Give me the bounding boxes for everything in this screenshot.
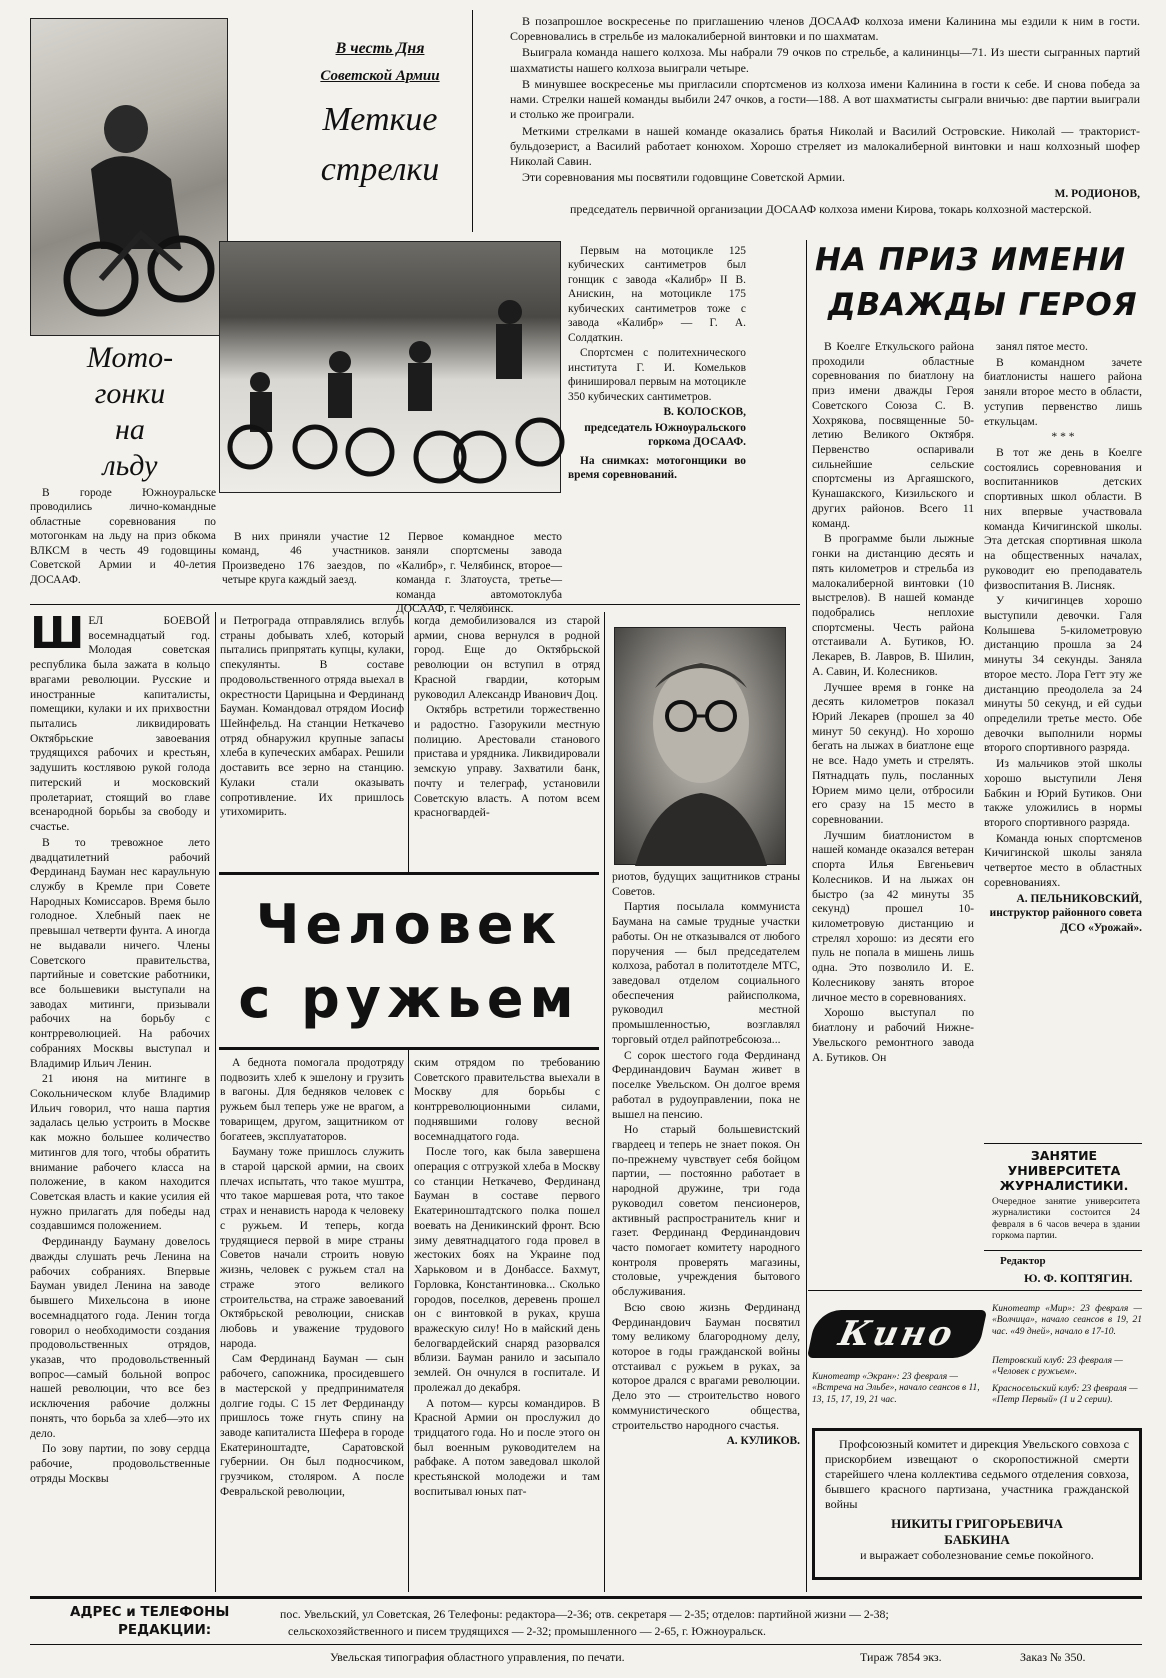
moto-title-2: гонки: [94, 377, 166, 410]
portrait-illustration: [615, 628, 787, 866]
paragraph: Но старый большевистский гвардеец и теперь не знает покоя. Он по-прежнему чувствует себя бойцом партии, — постоянно работает в народной дружине, три года руководил советом пенсионеров, активный распространитель книг и газет. Фердинанд Фердинандович часто помогает комитету народного контроля проверять магазины, столовые, учреждения бытового обслуживания.: [612, 1123, 800, 1299]
obituary-name-2: БАБКИНА: [944, 1532, 1010, 1547]
main-col-4: [612, 870, 800, 1592]
drop-cap: Ш: [30, 608, 85, 659]
paragraph: Партия посылала коммуниста Баумана на самые трудные участки работы. Он не отказывался от любого поручения — был председателем колхоза, работал в политотделе МТС, заведовал отделом социального обеспечения райисполкома, руководил местной промышленностью, возглавлял торговый отдел райпотребсоюза...: [612, 900, 800, 1046]
top-story-title-1: Меткие: [322, 101, 438, 138]
moto-title-4: льду: [102, 449, 158, 482]
main-col-2-top: [220, 614, 404, 864]
main-col-2-bottom: [220, 1056, 404, 1590]
main-col-3-top: [414, 614, 600, 864]
separator-stars: * * *: [1051, 430, 1075, 444]
biathlon-title-2: ДВАЖДЫ ГЕРОЯ: [828, 287, 1138, 323]
cinema-ekran: Кинотеатр «Экран»: 23 февраля — «Встреча на Эльбе», начало сеансов в 11, 13, 15, 17, 19, 21 час.: [812, 1372, 980, 1405]
top-story-title-2: стрелки: [320, 151, 440, 188]
motorcyclist-photo: [30, 18, 228, 336]
paragraph: 21 июня на митинге в Сокольническом клубе Владимир Ильич говорил, что наша партия задалась целью устроить в Москве как можно большее количество митингов для того, чтобы обратить внимание рабочего класса на положение, в каком находится Советская власть и какие усилия ей нужно прилагать для победы над создавшимся положением.: [30, 1072, 210, 1233]
top-story-kicker-1: В честь Дня: [335, 40, 425, 57]
paragraph: С сорок шестого года Фердинанд Фердинандович Бауман живет в поселке Увельском. Он долгое время работал в рудоуправлении, пока не вышел на пенсию.: [612, 1048, 800, 1121]
paragraph: ским отрядом по требованию Советского правительства выехали в Москву для борьбы с контрреволюционными силами, поднявшими голову весной восемнадцатого года.: [414, 1056, 600, 1143]
photo-caption: На снимках: мотогонщики во время соревнований.: [568, 454, 746, 482]
main-col-divider-1: [215, 612, 216, 1592]
obituary-box: [812, 1428, 1142, 1580]
footer-label-2: РЕДАКЦИИ:: [118, 1622, 212, 1638]
paragraph: Фердинанду Бауману довелось дважды слушать речь Ленина на рабочих собраниях. Впервые Бауман увидел Ленина на заводе бывшего Михельсона в июне восемнадцатого года. Ленин тогда говорил о необходимости создания продовольственных отрядов, указав, что продовольственный вопрос—самый больной вопрос нашей революции, что все без исключения рабочие должны понять, что борьба за хлеб—это их дело.: [30, 1235, 210, 1440]
main-col-3-bottom: [414, 1056, 600, 1590]
paragraph: В позапрошлое воскресенье по приглашению членов ДОСААФ колхоза имени Калинина мы ездили к ним в гости. Соревновались в стрельбе из малокалиберной винтовки и по шахматам.: [510, 14, 1140, 44]
paragraph: Хорошо выступал по биатлону и рабочий Нижне-Увельского ремонтного завода А. Бутиков. Он: [812, 1006, 974, 1064]
paragraph: Меткими стрелками в нашей команде оказались братья Николай и Василий Островские. Николай — тракторист-бульдозерист, а Василий работает конюхом. Хорошо стреляет из малокалиберной винтовки и наш колхозный шофер Николай Савин.: [510, 123, 1140, 169]
paragraph: В них приняли участие 12 команд, 46 участников. Произведено 176 заездов, по четыре круга каждый заезд.: [222, 531, 390, 587]
main-col-divider-2: [408, 612, 409, 1592]
top-story-kicker-2: Советской Армии: [320, 68, 440, 84]
main-col-divider-3: [604, 612, 605, 1592]
cinema-logo: [807, 1310, 987, 1358]
main-title-1: Человек: [255, 893, 563, 956]
paragraph: Первое командное место заняли спортсмены завода «Калибр», г. Челябинск, второе—команда г. Златоуста, третье— команда автомотоклуба ДОСААФ, г. Челябинск.: [396, 531, 562, 616]
obituary-closing: и выражает соболезнование семье покойного.: [860, 1548, 1094, 1562]
main-col-1: [30, 608, 210, 1590]
section-divider: [30, 604, 800, 605]
signature-role: председатель первичной организации ДОСААФ колхоза имени Кирова, токарь колхозной мастерской.: [570, 202, 1092, 217]
moto-title-1: Мото-: [86, 341, 174, 374]
footer-bottom-rule: [30, 1644, 1142, 1645]
race-start-photo: [219, 241, 561, 493]
paragraph: В то тревожное лето двадцатилетний рабочий Фердинанд Бауман нес караульную службу в Кремле при Совете Народных Комиссаров. Время было голодное. Хлебный паек не превышал четверти фунта. А иногда не выдавали ничего. Члены Советского правительства, партийные и советские работники, все большевики выступали на заводах митинги, призывали рабочих на борьбу с контрреволюцией. На рабочих собраниях Москвы выступал и Владимир Ильич Ленин.: [30, 835, 210, 1070]
paragraph: Эти соревнования мы посвятили годовщине Советской Армии.: [522, 170, 845, 185]
paragraph: ЕЛ БОЕВОЙ восемнадцатый год. Молодая советская республика была зажата в кольцо врагами революции. Русские и иностранные капиталисты, помещики, кулаки и их прихвостни пытались ликвидировать Октябрьские завоевания трудящихся рабочих и крестьян, задушить костлявою рукой голода питерский и московский пролетариат, стоящий во главе всенародной борьбы за свободу и счастье.: [30, 614, 210, 834]
main-title-box: [219, 872, 599, 1050]
footer-top-rule: [30, 1596, 1142, 1599]
paragraph: Первым на мотоцикле 125 кубических сантиметров был гонщик с завода «Калибр» II В. Анискин, на мотоцикле 175 кубических сантиметров тоже с завода «Калибр» — Г. А. Солдаткин.: [568, 245, 746, 344]
racers-illustration: [220, 242, 562, 494]
paragraph: После того, как была завершена операция с отгрузкой хлеба в Москву со станции Неткачево, Фердинанд Бауман в составе первого Екатериноштадтского полка пошел воевать на Деникинский фронт. Всю зиму девятнадцатого года провел в жестоких боях на Украине под Харьковом и в Донбассе. Бахмут, Горловка, Константиновка... Сколько городов, поселков, деревень прошел он с винтовкой в руках, круша вражескую силу! Но в майский день белогвардейский снаряд разорвался вблизи. Бауман ранило и засыпало землей. Он очнулся в госпитале. И пролежал до декабря.: [414, 1145, 600, 1394]
paragraph: А потом— курсы командиров. В Красной Армии он прослужил до тридцатого года. Но и после этого он был военным руководителем на рабфаке. А потом заведовал школой крестьянской молодежи и там воспитывал юных пат-: [414, 1396, 600, 1498]
moto-col-3: [396, 530, 562, 616]
paragraph: В городе Южноуральске проводились лично-командные областные соревнования по мотогонкам на льду на приз обкома ВЛКСМ в честь 49 годовщины Советской Армии и 40-летия ДОСААФ.: [30, 487, 216, 586]
paragraph: занял пятое место.: [996, 340, 1088, 353]
editor-name: Ю. Ф. КОПТЯГИН.: [1024, 1271, 1133, 1285]
motorcyclist-illustration: [31, 19, 229, 337]
moto-col-4: [568, 244, 746, 602]
cinema-petrovsky: Петровский клуб: 23 февраля — «Человек с ружьем».: [992, 1356, 1123, 1378]
obituary-text: Профсоюзный комитет и дирекция Увельского совхоза с прискорбием извещают о скоропостижной смерти старейшего члена коллектива седьмого отделения совхоза, бывшего красного партизана, участника гражданской войны: [825, 1437, 1129, 1511]
paragraph: В минувшее воскресенье мы пригласили спортсменов из колхоза имени Калинина в гости к себе. И снова победа за нами. Стрелки нашей команды выбили 247 очков, а гости—188. А вот шахматисты сыграли вничью: две партии выиграли и столько же проиграли.: [510, 76, 1140, 122]
university-top-rule: [984, 1143, 1142, 1144]
footer-label-1: АДРЕС и ТЕЛЕФОНЫ: [70, 1604, 230, 1620]
signature-role: председатель Южноуральского горкома ДОСААФ.: [584, 421, 746, 449]
main-title-2: с ружьем: [238, 967, 580, 1030]
paragraph: А беднота помогала продотряду подвозить хлеб к эшелону и грузить в вагоны. Для бедняков человек с ружьем был теперь уже не врагом, а товарищем, другом, защитником от богатеев, эксплуататоров.: [220, 1056, 404, 1143]
signature: М. РОДИОНОВ,: [1054, 187, 1140, 200]
footer-circulation: Тираж 7854 экз.: [860, 1650, 942, 1664]
paragraph: Лучшим биатлонистом в нашей команде оказался ветеран спорта Илья Евгеньевич Колесников. И на лыжах он быстро (за 42 минуты 35 секунд) прошел 10-километровую дистанцию и стрелял хорошо: из десяти его пуль не попала в мишень лишь одна. Это позволило И. Е. Колесникову занять второе личное место в соревнованиях.: [812, 828, 974, 1004]
editor-rule: [984, 1250, 1142, 1251]
signature: В. КОЛОСКОВ,: [663, 406, 746, 419]
paragraph: В командном зачете биатлонисты нашего района заняли второе место в области, уступив первенство лишь еткульцам.: [984, 355, 1142, 428]
footer-address-1: пос. Увельский, ул Советская, 26 Телефоны: редактора—2-36; отв. секретаря — 2-35; отделов: партийной жизни — 2-38;: [280, 1607, 889, 1621]
biathlon-title-1: НА ПРИЗ ИМЕНИ: [815, 242, 1127, 278]
paragraph: Октябрь встретили торжественно и радостно. Газорукили местную полицию. Арестовали станового пристава и урядника. Ликвидировали земскую управу. Захватили банк, почту и телеграф, установили Советскую власть. А потом всем красногвардей-: [414, 703, 600, 820]
paragraph: Выиграла команда нашего колхоза. Мы набрали 79 очков по стрельбе, а калининцы—71. Из шести сыгранных партий шахматисты нашего колхоза выиграли четыре.: [510, 45, 1140, 75]
footer-address-2: сельскохозяйственного и писем трудящихся — 2-32; промышленного — 2-65, г. Южноуральск.: [288, 1624, 766, 1638]
footer-order: Заказ № 350.: [1020, 1650, 1086, 1664]
top-story-body: [510, 14, 1140, 232]
paragraph: Бауману тоже пришлось служить в старой царской армии, на своих плечах испытать, что такое муштра, что такое маршевая рота, что такое страх и ненависть народа к человеку с ружьем. И теперь, когда трудящиеся первой в мире страны Советов начали строить новую жизнь, человек с ружьем стал на страже этого великого строительства, на страже завоеваний Октябрьской революции, снискав любовь и уважение трудового народа.: [220, 1145, 404, 1350]
moto-col-2: [222, 530, 390, 600]
university-title: ЗАНЯТИЕ УНИВЕРСИТЕТА ЖУРНАЛИСТИКИ.: [999, 1148, 1129, 1193]
paragraph: Лучшее время в гонке на десять километров показал Юрий Лекарев (прошел за 40 минут 50 секунд). Но хорошо бегать на лыжах в биатлоне еще не все. Надо уметь и стрелять. Пятнадцать пуль, посланных Юрием мимо цели, отбросили его сразу на 15 место в соревновании.: [812, 680, 974, 826]
paragraph: Спортсмен с политехнического института Г. И. Комельков финишировал первым на мотоцикле 350 кубических сантиметров.: [568, 347, 746, 403]
paragraph: Всю свою жизнь Фердинанд Фердинандович Бауман посвятил тому великому благородному делу, которое в годы гражданской войны отстаивал с ружьем в руках, за которое дрался с врагами революции. Дело это — строительство нового коммунистического общества, строительство народного счастья.: [612, 1300, 800, 1432]
paragraph: У кичигинцев хорошо выступили девочки. Галя Колышева 5-километровую дистанцию прошла за 24 минуты 34 секунды. Заняла второе место. Лора Гетт эту же дистанцию преодолела за 24 минуты 50 секунд, и ей судьи определили третье место. Обе девочки выполнили нормы второго спортивного разряда.: [984, 594, 1142, 755]
paragraph: В Коелге Еткульского района проходили областные соревнования по биатлону на приз имени дважды Героя Советского Союза С. В. Хохрякова, посвященные 50-летию Великого Октября. Первенство оспаривали сильнейшие сельские спортсмены из Аргаяшского, Кунашакского, Кизильского и других районов. Всего 11 команд.: [812, 340, 974, 530]
top-story-divider: [472, 10, 473, 232]
footer-printer: Увельская типография областного управления, по печати.: [330, 1650, 625, 1664]
paragraph: По зову партии, по зову сердца рабочие, продовольственные отряды Москвы: [30, 1442, 210, 1485]
cinema-top-rule: [808, 1290, 1142, 1291]
paragraph: риотов, будущих защитников страны Советов.: [612, 870, 800, 898]
paragraph: когда демобилизовался из старой армии, снова вернулся в родной город. Еще до Октябрьской революции он вступил в отряд Красной гвардии, которым руководил Александр Иванович Доц.: [414, 614, 600, 701]
signature: А. КУЛИКОВ.: [726, 1435, 800, 1448]
paragraph: Из мальчиков этой школы хорошо выступили Леня Бабкин и Юрий Бутиков. Они также уложились в нормы второго спортивного разряда.: [984, 757, 1142, 829]
paragraph: В программе были лыжные гонки на дистанцию десять и пять километров и стрельба из малокалиберной винтовки (10 выстрелов). В нашей команде подобрались неплохие спортсмены. Честь района отстаивали А. Бутиков, Ю. Лекарев, В. Лавров, В. Шилин, А. Савин, И. Колесников.: [812, 532, 974, 678]
paragraph: Сам Фердинанд Бауман — сын рабочего, сапожника, просидевшего в мастерской у предпринимателя долгие годы. С 15 лет Фердинанду пришлось тоже гнуть спину на заводе капиталиста Шефера в городе Екатериноштадте, Саратовской губернии. Он был подносчиком, грузчиком, столяром. А после Февральской революции,: [220, 1352, 404, 1498]
paragraph: и Петрограда отправлялись вглубь страны добывать хлеб, который пытались припрятать купцы, кулаки, спекулянты. В составе продовольственного отряда выехал в окрестности Царицына и Фердинанд Бауман. Командовал отрядом Иосиф Шейнфельд. На станции Неткачево отряд обнаружил крупные запасы хлеба в купеческих амбарах. Решили доставить все зерно на станцию. Кулаки стали оказывать сопротивление. Их пришлось утихомирить.: [220, 614, 404, 819]
moto-col-1: [30, 486, 216, 596]
cinema-krasnoselsky: Красносельский клуб: 23 февраля — «Петр Первый» (1 и 2 серии).: [992, 1384, 1138, 1406]
obituary-name-1: НИКИТЫ ГРИГОРЬЕВИЧА: [891, 1516, 1063, 1531]
bauman-portrait: [614, 627, 786, 865]
cinema-mir: Кинотеатр «Мир»: 23 февраля — «Волчица», начало сеансов в 19, 21 час. «49 дней», начало в 17-10.: [992, 1304, 1142, 1337]
cinema-logo-text: Кино: [835, 1314, 959, 1354]
signature: А. ПЕЛЬНИКОВСКИЙ, инструктор районного совета ДСО «Урожай».: [989, 892, 1142, 934]
biathlon-col-2: [984, 340, 1142, 1140]
biathlon-col-1: [812, 340, 974, 1342]
paragraph: В тот же день в Коелге состоялись соревнования и воспитанников детских спортивных школ области. В них впервые участвовала команда Кичигинской школы. Эта детская спортивная школа на общественных началах, руководит ею преподаватель физвоспитания В. Лисняк.: [984, 446, 1142, 592]
editor-label: Редактор: [1000, 1255, 1046, 1267]
biathlon-divider: [806, 240, 807, 1592]
moto-title-3: на: [115, 413, 145, 446]
paragraph: Команда юных спортсменов Кичигинской школы заняла четвертое место в областных соревнованиях.: [984, 831, 1142, 889]
university-text: Очередное занятие университета журналистики состоится 24 февраля в 6 часов вечера в здании горкома партии.: [992, 1197, 1140, 1242]
